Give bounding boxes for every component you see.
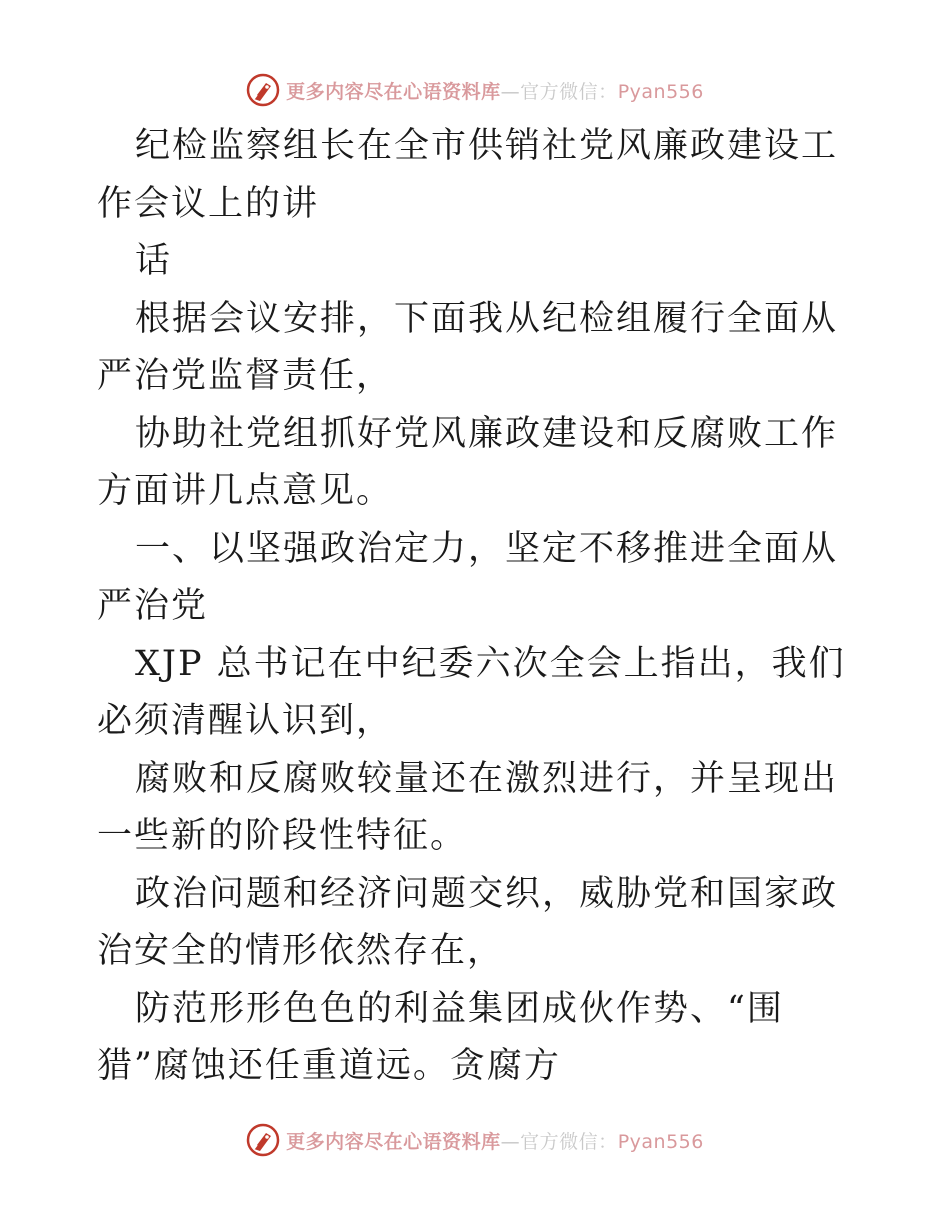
body-paragraph: 防范形形色色的利益集团成伙作势、“围猎”腐蚀还任重道远。贪腐方 — [97, 988, 784, 1086]
watermark-text — [286, 77, 704, 104]
watermark-brand: 更多内容尽在心语资料库 — [286, 1130, 501, 1153]
watermark-separator: — — [500, 1130, 521, 1153]
document-body — [97, 118, 857, 1096]
watermark-wechat-label: 官方微信： — [520, 1130, 618, 1153]
watermark-separator: — — [500, 80, 521, 103]
header-watermark — [0, 72, 950, 108]
watermark-brand: 更多内容尽在心语资料库 — [286, 80, 501, 103]
pen-nib-logo-icon — [246, 1123, 280, 1157]
pen-nib-logo-icon — [246, 73, 280, 107]
section-heading: 一、以坚强政治定力，坚定不移推进全面从严治党 — [97, 528, 839, 626]
watermark-wechat-id: Pyan556 — [617, 80, 704, 103]
body-paragraph: 政治问题和经济问题交织，威胁党和国家政治安全的情形依然存在， — [97, 873, 839, 971]
document-title: 纪检监察组长在全市供销社党风廉政建设工作会议上的讲 — [97, 126, 839, 224]
watermark-text — [286, 1127, 704, 1154]
document-title-continued: 话 — [135, 241, 173, 281]
body-paragraph: 根据会议安排，下面我从纪检组履行全面从严治党监督责任， — [97, 298, 839, 396]
body-paragraph: 腐败和反腐败较量还在激烈进行，并呈现出一些新的阶段性特征。 — [97, 758, 839, 856]
body-paragraph: XJP 总书记在中纪委六次全会上指出，我们必须清醒认识到， — [97, 643, 846, 741]
watermark-wechat-id: Pyan556 — [617, 1130, 704, 1153]
footer-watermark — [0, 1122, 950, 1158]
watermark-wechat-label: 官方微信： — [520, 80, 618, 103]
body-paragraph: 协助社党组抓好党风廉政建设和反腐败工作方面讲几点意见。 — [97, 413, 839, 511]
